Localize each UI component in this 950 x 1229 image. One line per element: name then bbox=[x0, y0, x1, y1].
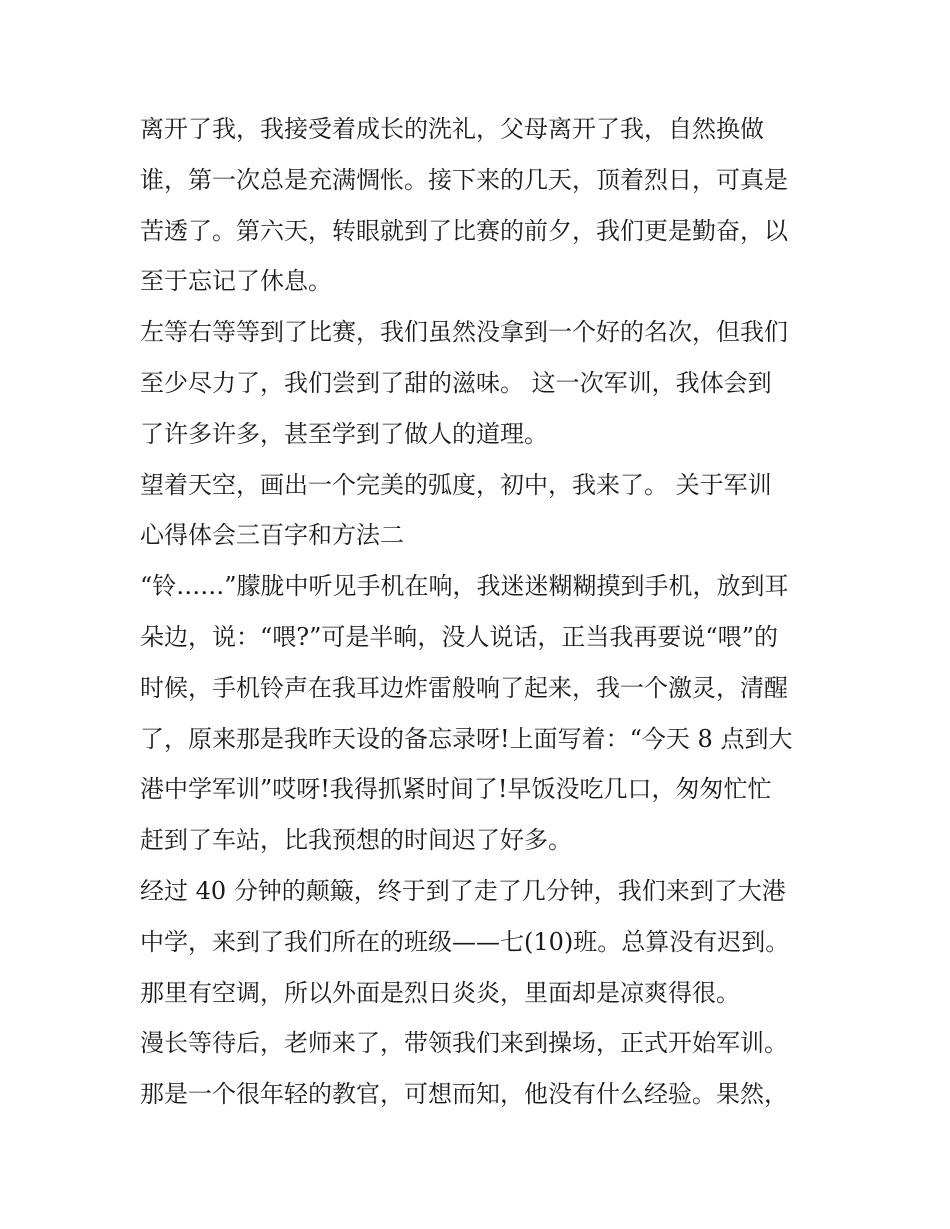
text-line: 经过 40 分钟的颠簸，终于到了走了几分钟，我们来到了大港 bbox=[140, 876, 786, 905]
text-line: 那里有空调，所以外面是烈日炎炎，里面却是凉爽得很。 bbox=[140, 978, 740, 1007]
document-body bbox=[140, 104, 830, 1120]
text-line: 了，原来那是我昨天设的备忘录呀!上面写着：“今天 8 点到大 bbox=[140, 724, 793, 753]
text-line: 港中学军训”哎呀!我得抓紧时间了!早饭没吃几口，匆匆忙忙 bbox=[140, 775, 772, 804]
text-line: 至于忘记了休息。 bbox=[140, 267, 332, 296]
text-line: 谁，第一次总是充满惆怅。接下来的几天，顶着烈日，可真是 bbox=[140, 165, 788, 194]
text-line: 心得体会三百字和方法二 bbox=[140, 521, 404, 550]
text-line: 漫长等待后，老师来了，带领我们来到操场，正式开始军训。 bbox=[140, 1029, 788, 1058]
text-line: 了许多许多，甚至学到了做人的道理。 bbox=[140, 419, 548, 448]
text-line: 苦透了。第六天，转眼就到了比赛的前夕，我们更是勤奋，以 bbox=[140, 216, 788, 245]
text-line: 左等右等等到了比赛，我们虽然没拿到一个好的名次，但我们 bbox=[140, 318, 788, 347]
text-line: 望着天空，画出一个完美的弧度，初中，我来了。 关于军训 bbox=[140, 470, 772, 499]
text-line: 赶到了车站，比我预想的时间迟了好多。 bbox=[140, 826, 572, 855]
text-line: 离开了我，我接受着成长的洗礼，父母离开了我，自然换做 bbox=[140, 115, 764, 143]
text-line: 朵边，说：“喂?”可是半晌，没人说话，正当我再要说“喂”的 bbox=[140, 622, 778, 651]
text-line: 中学，来到了我们所在的班级——七(10)班。总算没有迟到。 bbox=[140, 927, 790, 956]
text-line: 那是一个很年轻的教官，可想而知，他没有什么经验。果然， bbox=[140, 1080, 788, 1109]
text-line: 时候，手机铃声在我耳边炸雷般响了起来，我一个激灵，清醒 bbox=[140, 673, 788, 702]
text-line: “铃……”朦胧中听见手机在响，我迷迷糊糊摸到手机，放到耳 bbox=[140, 572, 789, 601]
text-line: 至少尽力了，我们尝到了甜的滋味。 这一次军训，我体会到 bbox=[140, 368, 772, 397]
